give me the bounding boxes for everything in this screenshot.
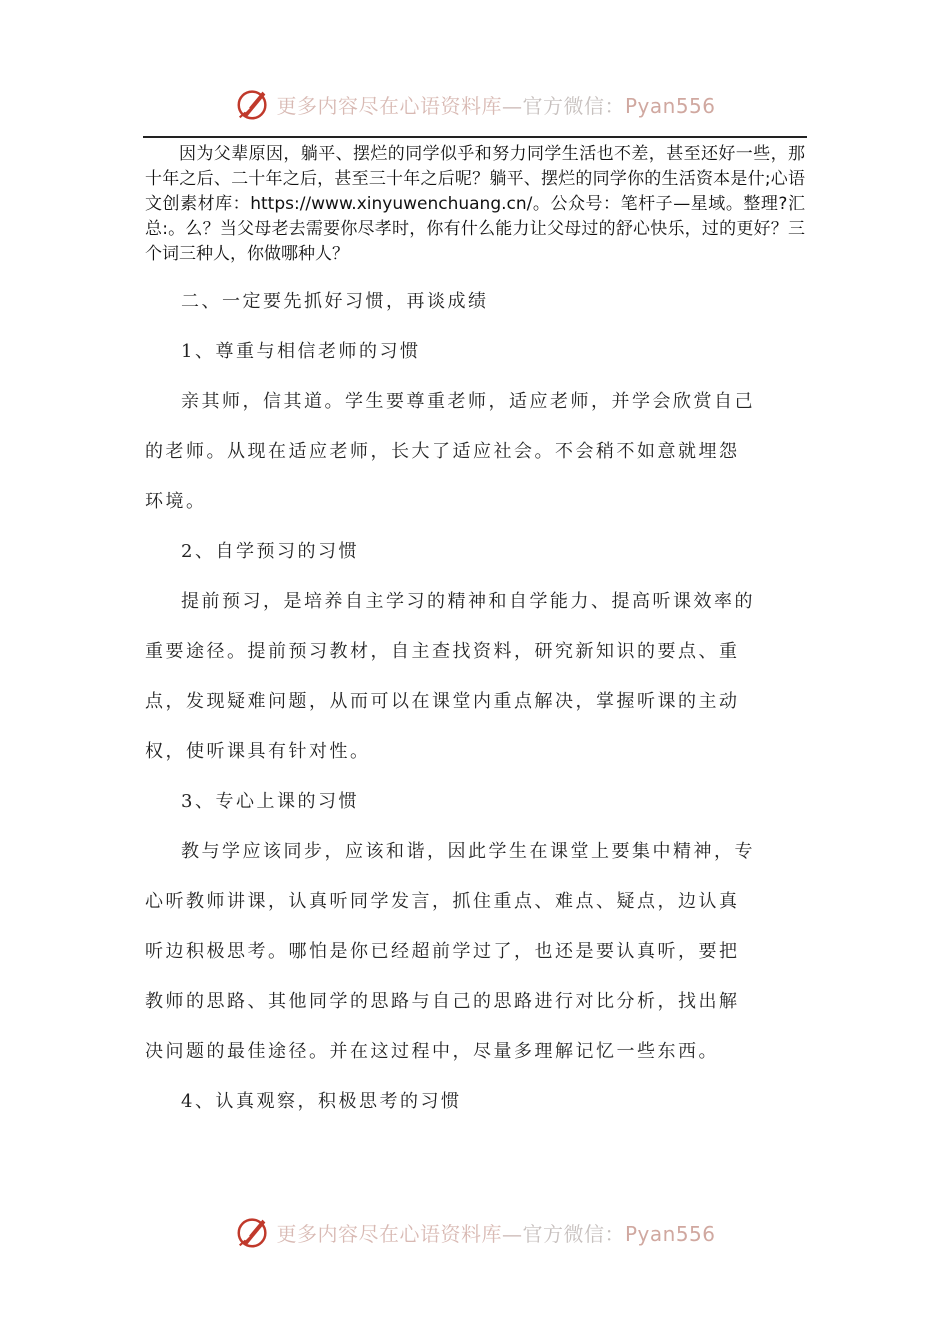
banner-text: 更多内容尽在心语资料库—官方微信：Pyan556	[276, 1221, 716, 1246]
wechat-id: Pyan556	[624, 93, 716, 118]
text-line: 提前预习，是培养自主学习的精神和自学能力、提高听课效率的	[181, 591, 755, 612]
item-body-2	[145, 577, 805, 777]
item-heading-4: 4、认真观察，积极思考的习惯	[181, 1091, 462, 1112]
item-heading-1: 1、尊重与相信老师的习惯	[181, 341, 421, 362]
text-line: 点，发现疑难问题，从而可以在课堂内重点解决，掌握听课的主动	[145, 691, 740, 712]
item-heading-2: 2、自学预习的习惯	[181, 541, 359, 562]
lead-paragraph: 因为父辈原因，躺平、摆烂的同学似乎和努力同学生活也不差，甚至还好一些，那十年之后、二十年之后，甚至三十年之后呢？躺平、摆烂的同学你的生活资本是什;心语文创素材库：https://www.xinyuwenchuang.cn/。公众号：笔杆子—星域。整理?汇总:。么？当父母老去需要你尽孝时，你有什么能力让父母过的舒心快乐，过的更好？三个词三种人，你做哪种人？	[145, 144, 805, 264]
item-body-3	[145, 827, 805, 1077]
header-banner	[0, 84, 950, 124]
banner-text: 更多内容尽在心语资料库—官方微信：Pyan556	[276, 93, 716, 118]
text-line: 决问题的最佳途径。并在这过程中，尽量多理解记忆一些东西。	[145, 1041, 719, 1062]
section-heading: 二、一定要先抓好习惯，再谈成绩	[181, 291, 489, 312]
text-line: 教与学应该同步，应该和谐，因此学生在课堂上要集中精神，专	[181, 841, 755, 862]
footer-banner	[0, 1212, 950, 1252]
text-line: 心听教师讲课，认真听同学发言，抓住重点、难点、疑点，边认真	[145, 891, 740, 912]
text-line: 重要途径。提前预习教材，自主查找资料，研究新知识的要点、重	[145, 641, 740, 662]
text-line: 环境。	[145, 491, 207, 512]
text-line: 的老师。从现在适应老师，长大了适应社会。不会稍不如意就埋怨	[145, 441, 740, 462]
quill-logo-icon	[234, 1213, 272, 1251]
text-line: 权，使听课具有针对性。	[145, 741, 371, 762]
quill-logo-icon	[234, 85, 272, 123]
text-line: 教师的思路、其他同学的思路与自己的思路进行对比分析，找出解	[145, 991, 740, 1012]
wechat-id: Pyan556	[624, 1221, 716, 1246]
document-body	[145, 142, 805, 1127]
text-line: 亲其师，信其道。学生要尊重老师，适应老师，并学会欣赏自己	[181, 391, 755, 412]
header-divider	[143, 136, 807, 138]
text-line: 听边积极思考。哪怕是你已经超前学过了，也还是要认真听，要把	[145, 941, 740, 962]
item-heading-3: 3、专心上课的习惯	[181, 791, 359, 812]
item-body-1	[145, 377, 805, 527]
